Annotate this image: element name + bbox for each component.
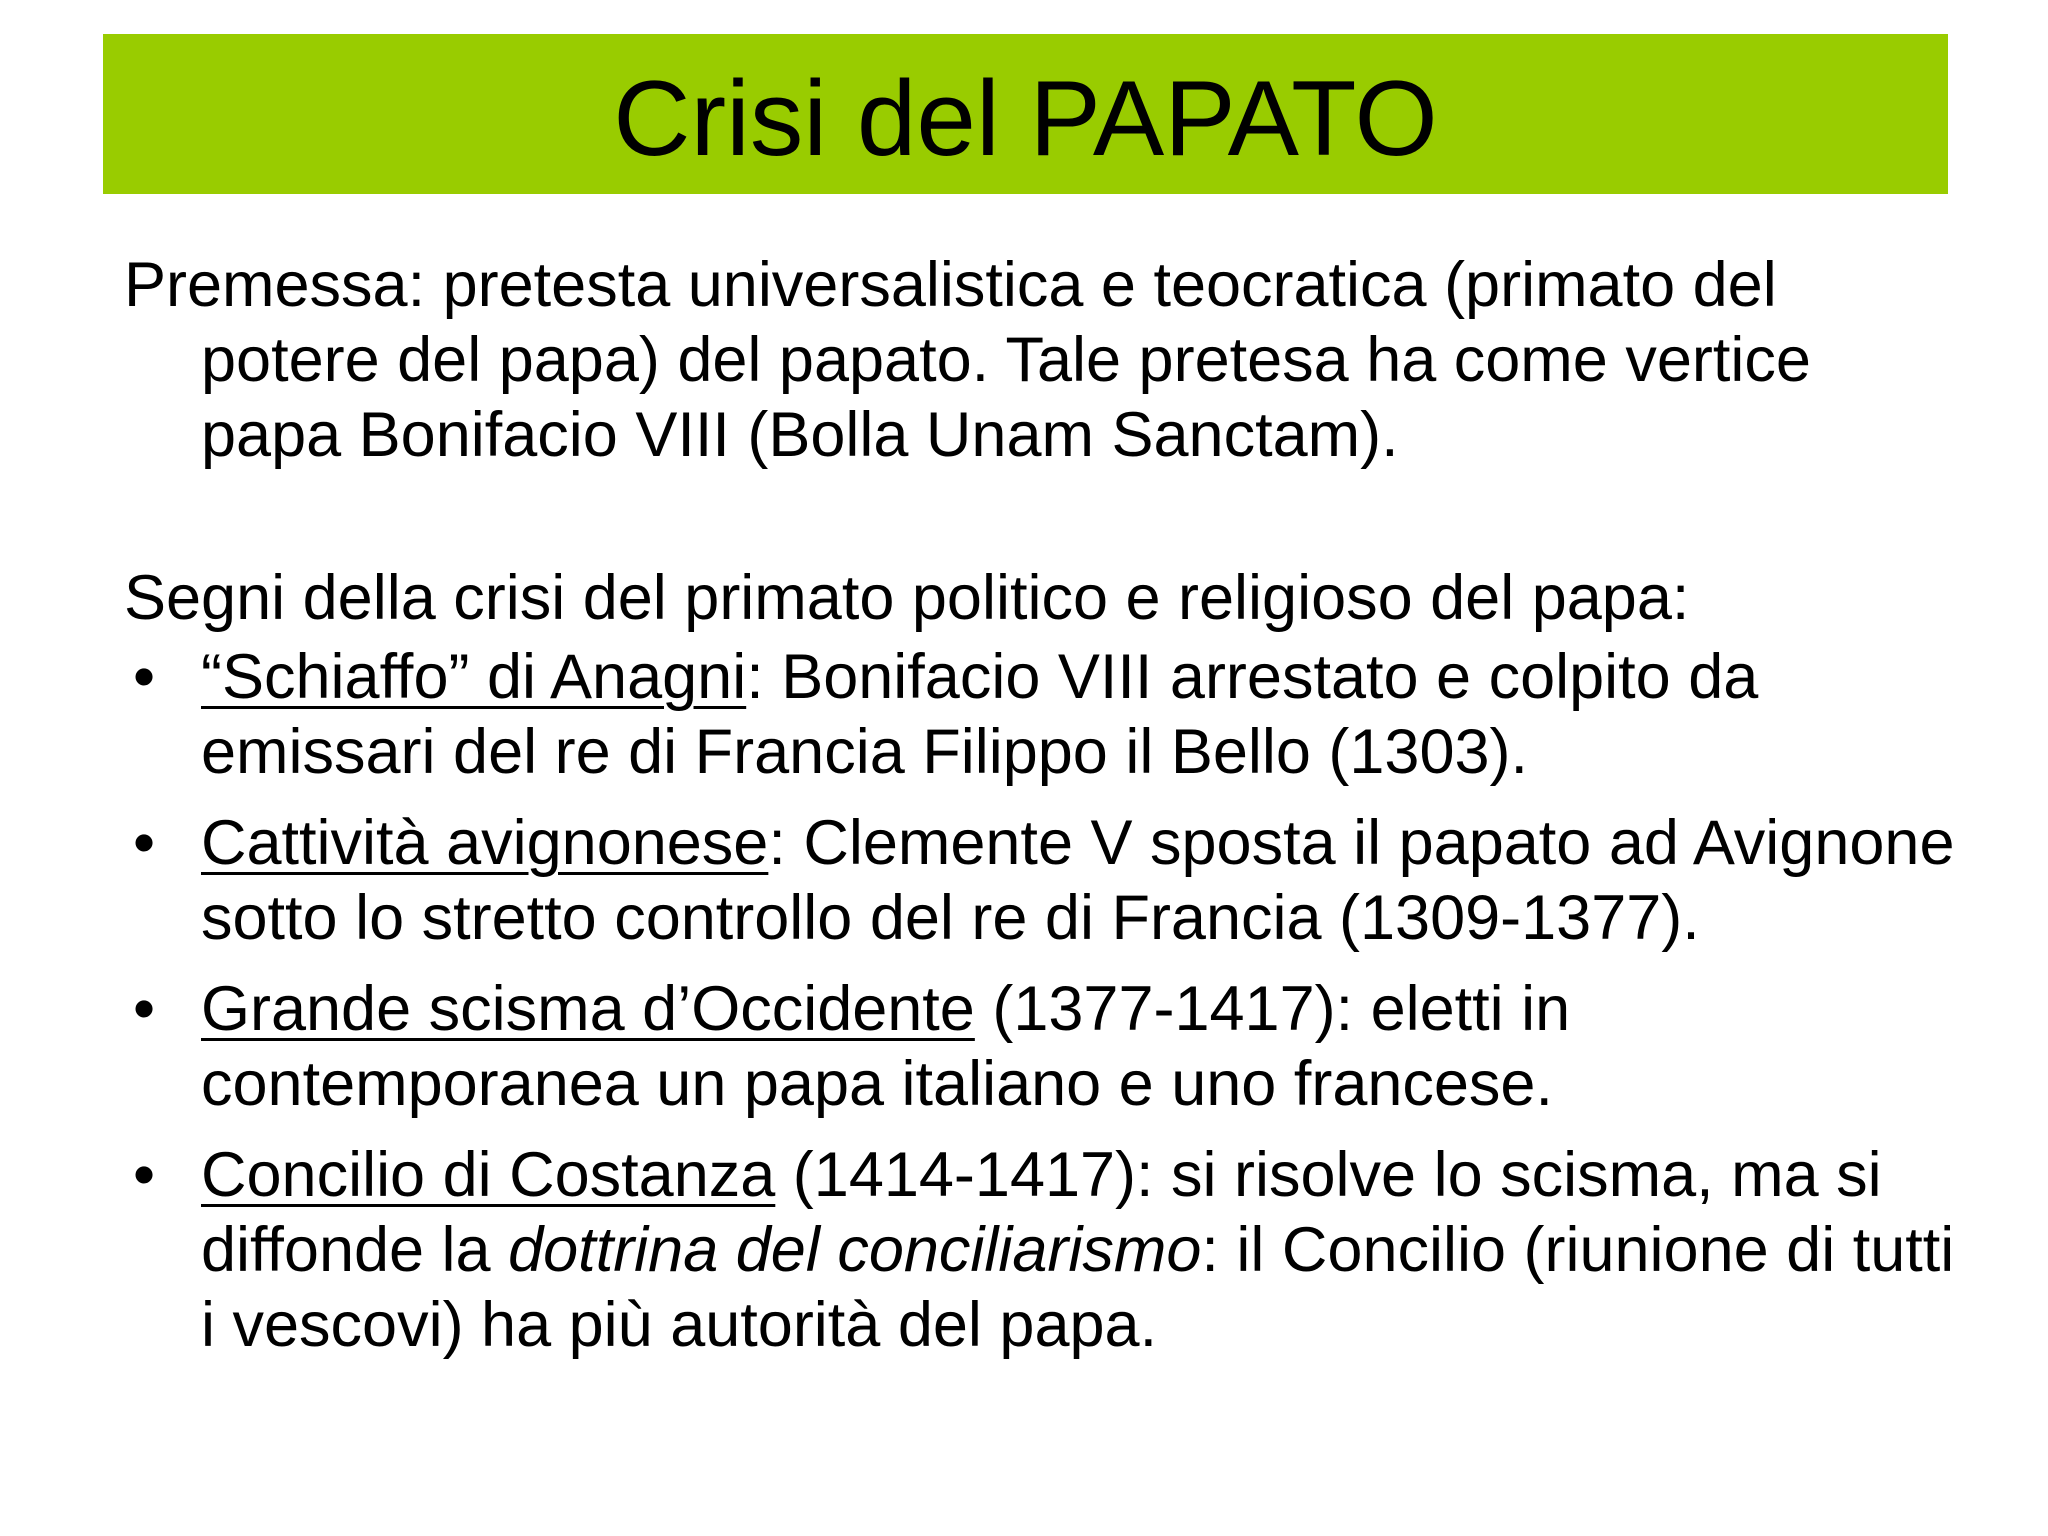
bullet-icon: • [132, 808, 156, 878]
list-item-concilio-costanza [124, 1138, 1964, 1363]
bullet-icon: • [132, 974, 156, 1044]
list-item-grande-scisma [124, 972, 1964, 1122]
list-item-schiaffo-anagni [124, 640, 1964, 790]
text-cattivita-avignonese: : Clemente V sposta il papato ad Avignone sotto lo stretto controllo del re di Francia (1309-1377). [201, 808, 1955, 953]
term-grande-scisma: Grande scisma d’Occidente [201, 974, 975, 1044]
list-item-cattivita-avignonese [124, 806, 1964, 956]
segni-intro: Segni della crisi del primato politico e religioso del papa: [124, 563, 1690, 633]
text-concilio-costanza-before: (1414-1417): si risolve lo scisma, ma si diffonde la [201, 1140, 1882, 1285]
text-concilio-costanza-after: : il Concilio (riunione di tutti i vescovi) ha più autorità del papa. [201, 1215, 1955, 1360]
slide-body [124, 248, 1964, 1363]
term-schiaffo-anagni: “Schiaffo” di Anagni [201, 642, 747, 712]
bullet-icon: • [132, 642, 156, 712]
paragraph-spacer [124, 473, 1964, 561]
premessa-paragraph: Premessa: pretesta universalistica e teocratica (primato del potere del papa) del papato. Tale pretesa ha come vertice papa Bonifacio VIII (Bolla Unam Sanctam). [124, 250, 1811, 470]
text-grande-scisma: (1377-1417): eletti in contemporanea un papa italiano e uno francese. [201, 974, 1571, 1119]
title-bar [103, 34, 1948, 194]
bullet-icon: • [132, 1140, 156, 1210]
italic-dottrina-conciliarismo: dottrina del conciliarismo [508, 1215, 1202, 1285]
slide-title: Crisi del PAPATO [613, 57, 1438, 178]
term-concilio-costanza: Concilio di Costanza [201, 1140, 776, 1210]
crisis-bullet-list [124, 640, 1964, 1363]
term-cattivita-avignonese: Cattività avignonese [201, 808, 769, 878]
text-schiaffo-anagni: : Bonifacio VIII arrestato e colpito da emissari del re di Francia Filippo il Bello (1303). [201, 642, 1759, 787]
